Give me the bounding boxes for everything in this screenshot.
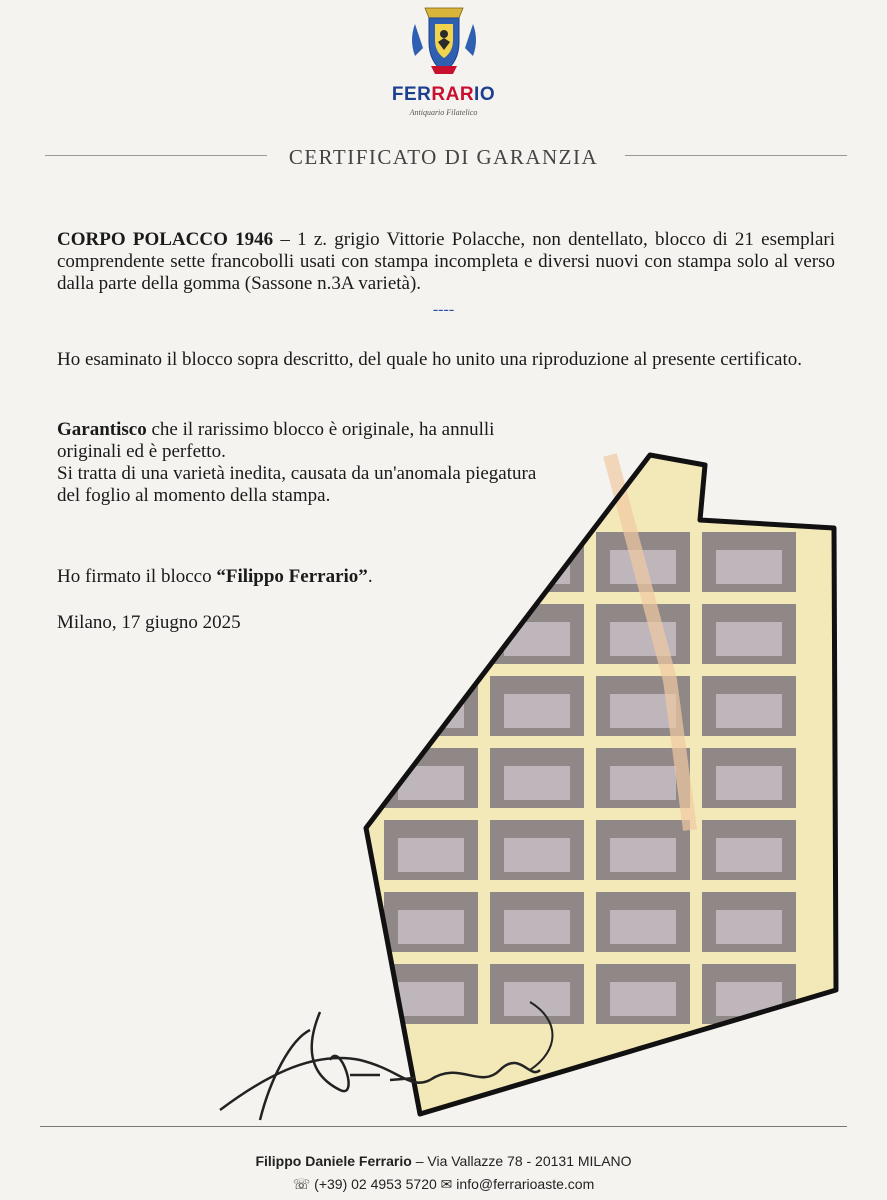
examination-paragraph: Ho esaminato il blocco sopra descritto, del quale ho unito una riproduzione al presente certificato. bbox=[57, 349, 802, 370]
footer-dash: – bbox=[411, 1153, 428, 1169]
stamp bbox=[490, 820, 584, 880]
stamp bbox=[702, 892, 796, 952]
stamp-issue-name: CORPO POLACCO 1946 bbox=[57, 229, 274, 250]
brand-part-3: IO bbox=[474, 84, 496, 105]
footer-phone: (+39) 02 4953 5720 bbox=[314, 1176, 437, 1192]
stamp bbox=[384, 676, 478, 736]
stamp bbox=[596, 604, 690, 664]
stamp bbox=[596, 964, 690, 1024]
footer-email: info@ferrarioaste.com bbox=[456, 1176, 595, 1192]
stamp bbox=[702, 604, 796, 664]
signer-name: “Filippo Ferrario” bbox=[216, 566, 368, 587]
stamp bbox=[702, 748, 796, 808]
stamp bbox=[384, 604, 478, 664]
stamp bbox=[596, 820, 690, 880]
stamp bbox=[384, 748, 478, 808]
stamp bbox=[702, 820, 796, 880]
signed-end: . bbox=[367, 566, 373, 587]
stamp bbox=[490, 892, 584, 952]
brand-name bbox=[0, 84, 887, 106]
description-paragraph bbox=[57, 229, 835, 295]
certificate-title: CERTIFICATO DI GARANZIA bbox=[288, 145, 599, 169]
place-date: Milano, 17 giugno 2025 bbox=[57, 612, 241, 633]
stamp bbox=[702, 532, 796, 592]
description-text: – 1 z. grigio Vittorie Polacche, non dentellato, blocco di 21 esemplari comprendente sette francobolli usati con stampa incompleta e diversi nuovi con stampa solo al verso dalla parte della gomma (Sassone n.3A varietà). bbox=[57, 229, 835, 294]
stamp bbox=[490, 676, 584, 736]
brand-tagline: Antiquario Filatelico bbox=[409, 108, 478, 117]
brand-part-2: RAR bbox=[431, 84, 475, 105]
footer-contacts bbox=[0, 1176, 887, 1193]
stamp bbox=[384, 532, 478, 592]
stamp bbox=[702, 676, 796, 736]
guarantee-keyword: Garantisco bbox=[57, 419, 147, 440]
footer-street: Via Vallazze 78 - 20131 MILANO bbox=[427, 1153, 632, 1169]
brand-part-1: FER bbox=[391, 84, 432, 105]
guarantee-text: che il rarissimo blocco è originale, ha annulli originali ed è perfetto. bbox=[57, 419, 495, 462]
variety-text: Si tratta di una varietà inedita, causata da un'anomala piegatura del foglio al momento della stampa. bbox=[57, 463, 537, 506]
stamp bbox=[596, 892, 690, 952]
separator: ---- bbox=[432, 301, 455, 318]
phone-icon: ☏ bbox=[292, 1176, 311, 1192]
footer-name: Filippo Daniele Ferrario bbox=[255, 1153, 412, 1169]
footer-address bbox=[0, 1153, 887, 1169]
stamp bbox=[384, 820, 478, 880]
signed-text: Ho firmato il blocco bbox=[57, 566, 217, 587]
mail-icon: ✉ bbox=[440, 1176, 453, 1192]
stamp bbox=[384, 892, 478, 952]
handwritten-signature bbox=[200, 1000, 600, 1130]
title-rule-right bbox=[625, 155, 847, 156]
stamp bbox=[490, 604, 584, 664]
stamp bbox=[490, 748, 584, 808]
coat-of-arms-logo bbox=[405, 4, 483, 82]
footer-rule bbox=[40, 1126, 847, 1127]
